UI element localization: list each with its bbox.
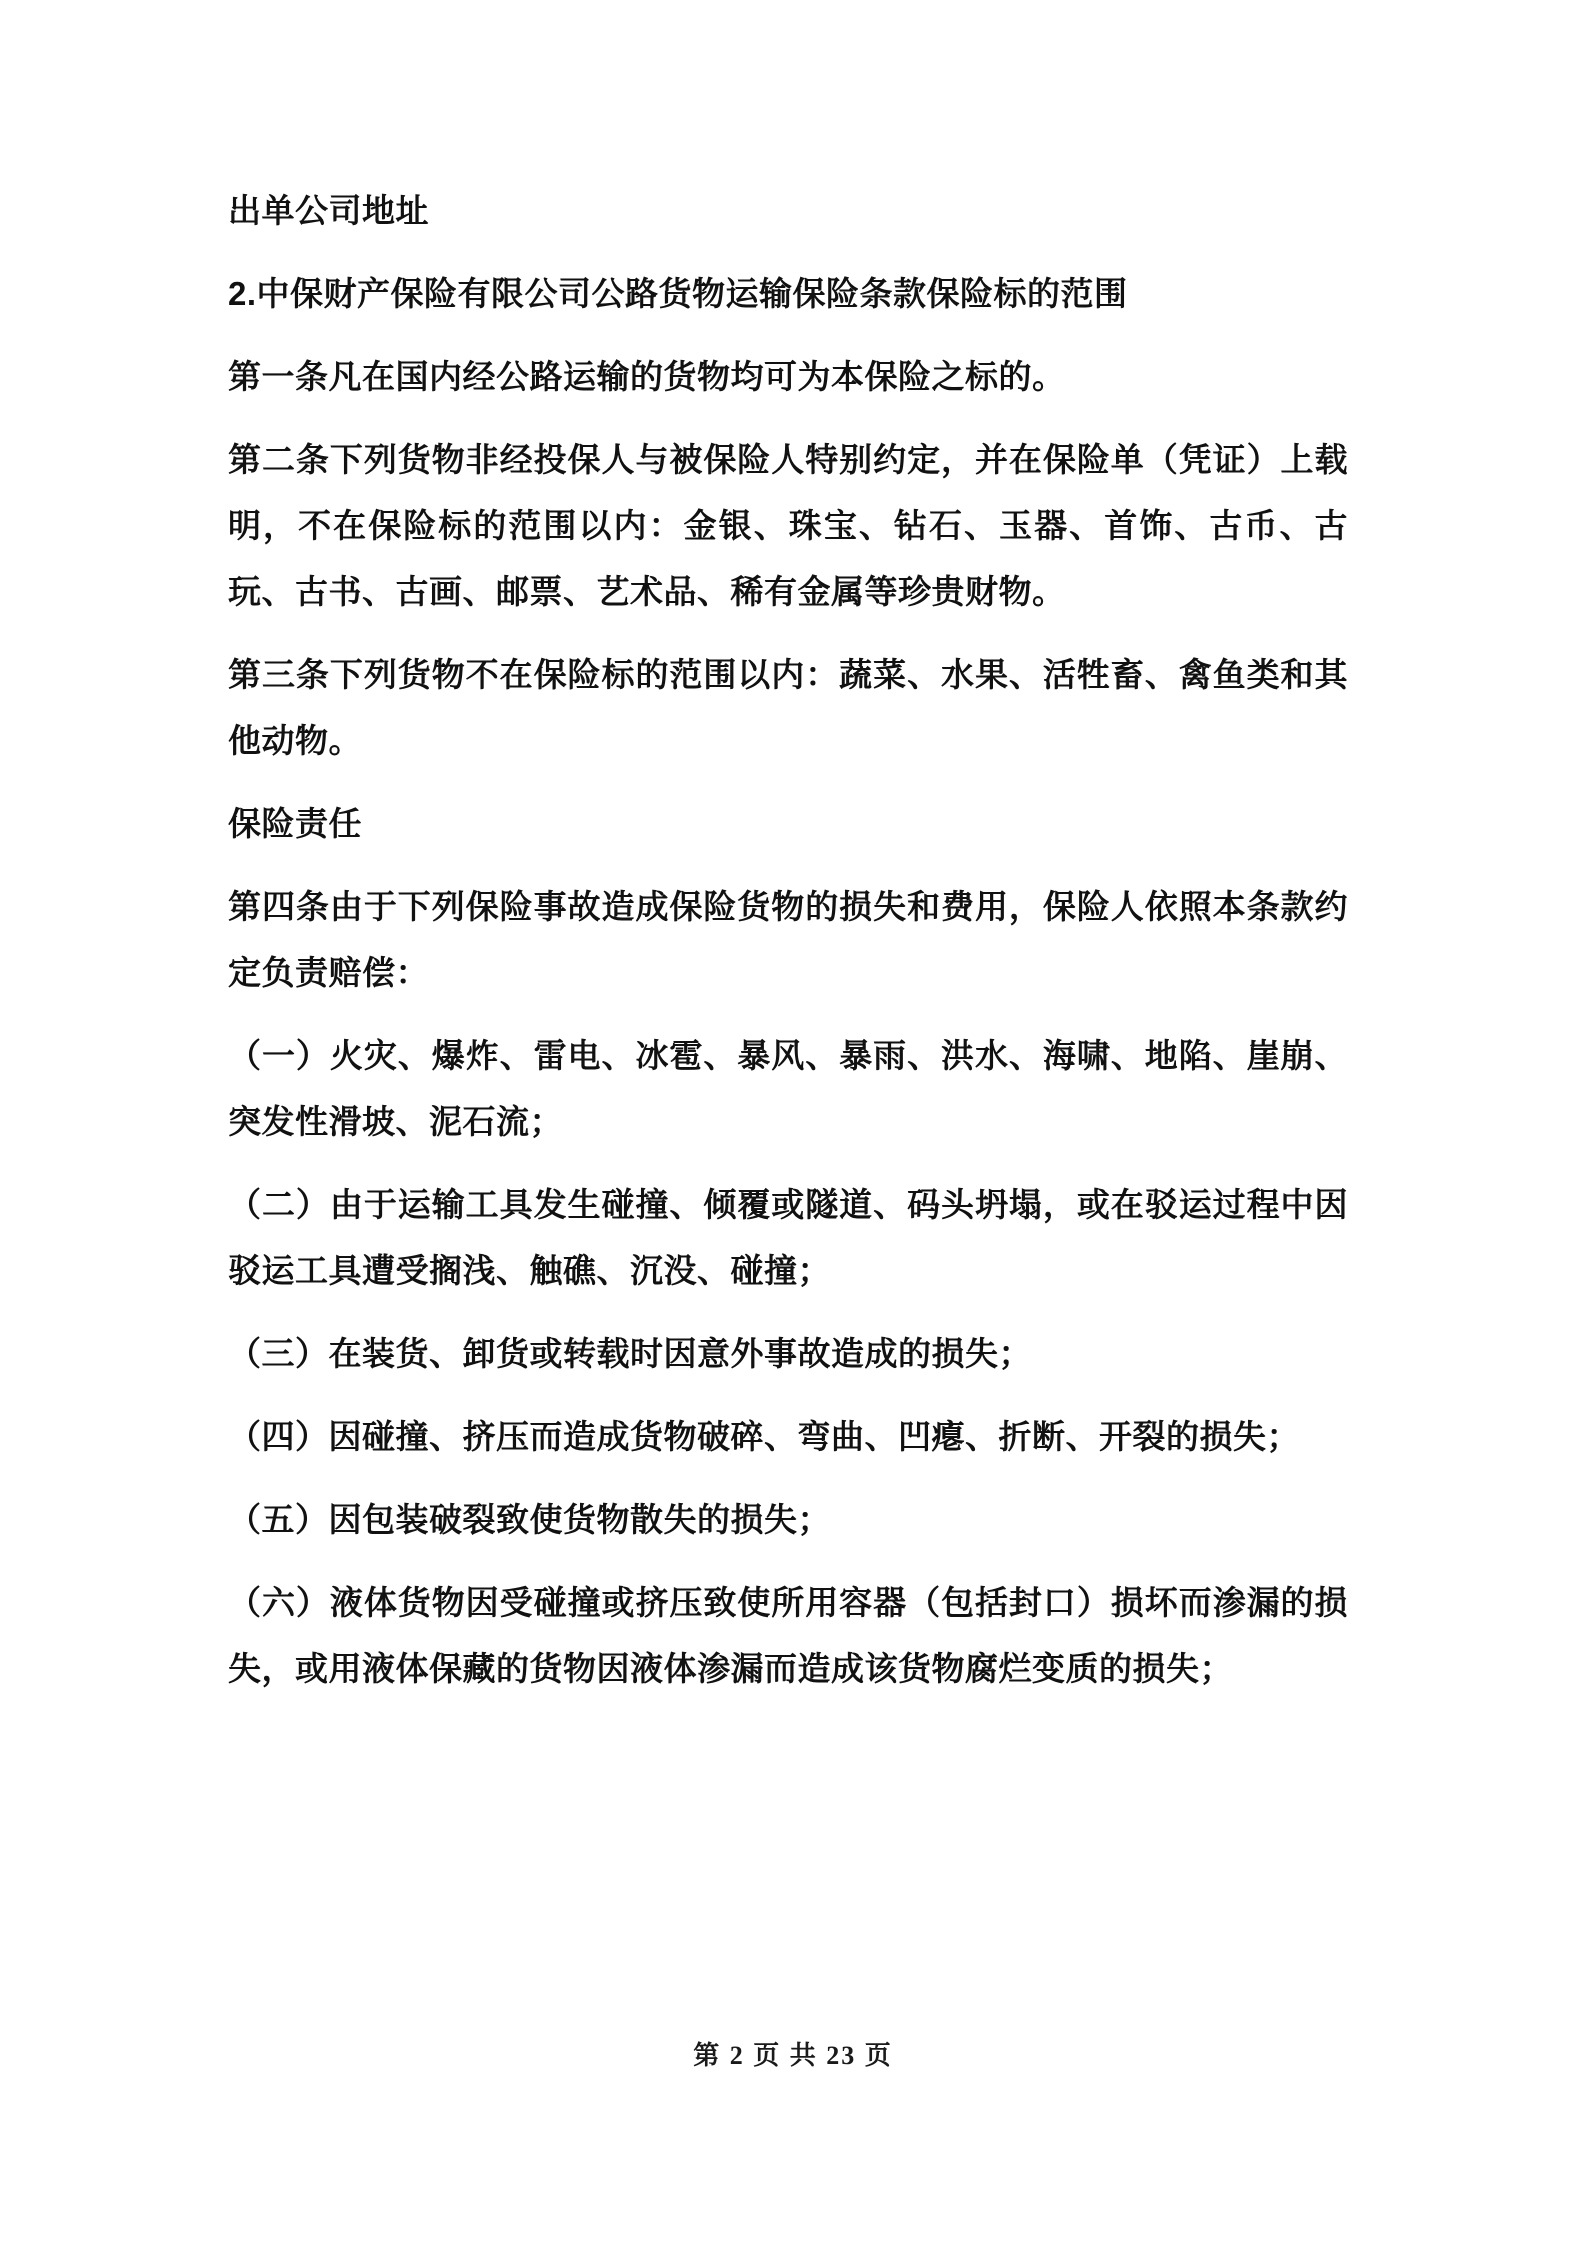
paragraph-item-3: （三）在装货、卸货或转载时因意外事故造成的损失； <box>228 1335 1032 1372</box>
paragraph-company-address: 出单公司地址 <box>228 192 429 229</box>
page-footer <box>0 2035 1586 2072</box>
paragraph-article-1: 第一条凡在国内经公路运输的货物均可为本保险之标的。 <box>228 358 1066 395</box>
document-body <box>228 178 1348 1719</box>
paragraph-item-4: （四）因碰撞、挤压而造成货物破碎、弯曲、凹瘪、折断、开裂的损失； <box>228 1418 1300 1455</box>
paragraph-section-heading: 2.中保财产保险有限公司公路货物运输保险条款保险标的范围 <box>228 275 1128 312</box>
paragraph-item-2: （二）由于运输工具发生碰撞、倾覆或隧道、码头坍塌，或在驳运过程中因驳运工具遭受搁浅、触礁、沉没、碰撞； <box>228 1186 1348 1289</box>
page-number: 第 2 页 共 23 页 <box>693 2041 893 2070</box>
paragraph-item-1: （一）火灾、爆炸、雷电、冰雹、暴风、暴雨、洪水、海啸、地陷、崖崩、突发性滑坡、泥石流； <box>228 1037 1348 1140</box>
paragraph-item-5: （五）因包装破裂致使货物散失的损失； <box>228 1501 831 1538</box>
paragraph-article-2: 第二条下列货物非经投保人与被保险人特别约定，并在保险单（凭证）上载明，不在保险标的范围以内：金银、珠宝、钻石、玉器、首饰、古币、古玩、古书、古画、邮票、艺术品、稀有金属等珍贵财物。 <box>228 441 1348 610</box>
paragraph-liability-heading: 保险责任 <box>228 805 362 842</box>
paragraph-article-3: 第三条下列货物不在保险标的范围以内：蔬菜、水果、活牲畜、禽鱼类和其他动物。 <box>228 656 1348 759</box>
paragraph-item-6: （六）液体货物因受碰撞或挤压致使所用容器（包括封口）损坏而渗漏的损失，或用液体保藏的货物因液体渗漏而造成该货物腐烂变质的损失； <box>228 1584 1348 1687</box>
paragraph-article-4: 第四条由于下列保险事故造成保险货物的损失和费用，保险人依照本条款约定负责赔偿： <box>228 888 1348 991</box>
